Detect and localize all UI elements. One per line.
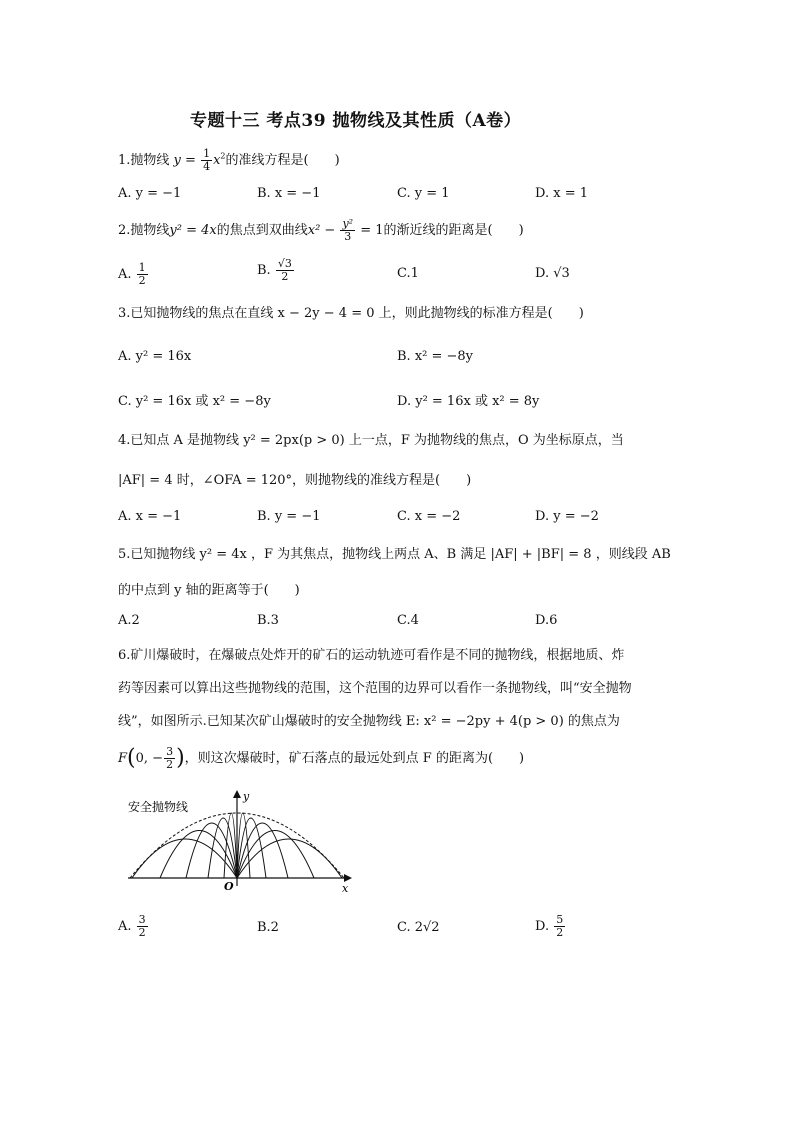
q1-option-a: A. y = −1	[118, 186, 182, 201]
q2-eq1: y² = 4x	[169, 223, 217, 238]
q1-suffix: 的准线方程是( )	[225, 153, 340, 168]
q6-opt-d-den: 2	[556, 926, 564, 939]
q2-option-a	[118, 262, 149, 287]
question-5-line-1: 5.已知抛物线 y² = 4x ，F 为其焦点，抛物线上两点 A、B 满足 |AF| + |BF| = 8 ，则线段 AB	[118, 547, 671, 562]
q6-opt-a-num: 3	[138, 913, 146, 926]
question-5-line-2: 的中点到 y 轴的距离等于( )	[118, 583, 300, 598]
q6-opt-d-frac	[554, 914, 565, 939]
axis-y-label: y	[243, 790, 250, 803]
q6-opt-d-label: D.	[535, 919, 550, 934]
q2-opt-a-num: 1	[138, 261, 146, 274]
q1-option-c: C. y = 1	[397, 186, 450, 201]
q3-option-b: B. x² = −8y	[397, 349, 474, 364]
q6-opt-d-num: 5	[556, 913, 564, 926]
q6-coord: 0, −	[135, 751, 164, 766]
q3-option-d: D. y² = 16x 或 x² = 8y	[397, 394, 540, 409]
q2-prefix: 2.抛物线	[118, 223, 170, 238]
q1-option-b: B. x = −1	[257, 186, 321, 201]
q4-option-a: A. x = −1	[118, 509, 182, 524]
axis-x-label: x	[342, 882, 349, 895]
q4-option-b: B. y = −1	[257, 509, 321, 524]
x-axis-arrow	[344, 874, 352, 882]
q4-option-c: C. x = −2	[397, 509, 461, 524]
q2-opt-b-den: 2	[281, 270, 289, 283]
q2-opt-a-den: 2	[138, 274, 146, 287]
question-6-line-4: F(0, − $\frac{3}{2}$ )，则这次爆破时，矿石落点的最远处到点 F 的距离为( )	[118, 745, 525, 771]
q2-opt-a-label: A.	[118, 267, 132, 282]
q5-option-c: C.4	[397, 613, 419, 628]
q1-equation-lhs: y =	[173, 153, 196, 168]
q6-point-f: F	[118, 751, 128, 766]
q5-option-b: B.3	[257, 613, 279, 628]
safety-parabola-label: 安全抛物线	[128, 800, 189, 814]
q1-option-d: D. x = 1	[535, 186, 588, 201]
q2-frac-num: y²	[342, 217, 354, 230]
q6-opt-a-den: 2	[138, 926, 146, 939]
question-6-line-2: 药等因素可以算出这些抛物线的范围，这个范围的边界可以看作一条抛物线，叫“安全抛物	[118, 681, 632, 696]
question-6-line-3: 线”，如图所示.已知某次矿山爆破时的安全抛物线 E: x² = −2py + 4(p > 0) 的焦点为	[118, 714, 620, 729]
q2-suffix: 的渐近线的距离是( )	[383, 223, 524, 238]
origin-label: O	[224, 880, 234, 893]
q2-option-b	[257, 258, 295, 283]
question-2	[118, 218, 524, 243]
q5-option-d: D.6	[535, 613, 558, 628]
trajectory	[237, 839, 342, 878]
q1-frac-den: 4	[203, 160, 211, 173]
q1-equation-tail: x	[213, 153, 221, 168]
q2-eq2a: x² −	[307, 223, 336, 238]
q6-option-a	[118, 914, 149, 939]
q2-option-d: D. √3	[535, 266, 570, 281]
q2-eq2b: = 1	[360, 223, 384, 238]
q2-frac-den: 3	[344, 230, 352, 243]
q5-option-a: A.2	[118, 613, 140, 628]
q6-option-d	[535, 914, 566, 939]
q1-prefix: 1.抛物线	[118, 153, 170, 168]
q3-option-a: A. y² = 16x	[118, 349, 192, 364]
q6-option-b: B.2	[257, 920, 279, 935]
q6-coord-frac	[164, 746, 175, 771]
q3-option-c: C. y² = 16x 或 x² = −8y	[118, 394, 271, 409]
q1-sup: 2	[220, 151, 226, 161]
q6-coord-num: 3	[166, 745, 174, 758]
question-6-line-1: 6.矿川爆破时，在爆破点处炸开的矿石的运动轨迹可看作是不同的抛物线，根据地质、炸	[118, 648, 625, 663]
question-1	[118, 148, 340, 173]
y-axis-arrow	[233, 790, 241, 798]
q1-fraction	[201, 148, 212, 173]
question-4-line-1: 4.已知点 A 是抛物线 y² = 2px(p > 0) 上一点，F 为抛物线的焦点，O 为坐标原点，当	[118, 433, 624, 448]
q6-parabola-figure	[120, 788, 360, 898]
q2-fraction	[340, 218, 355, 243]
q6-opt-a-label: A.	[118, 919, 132, 934]
question-4-line-2: |AF| = 4 时，∠OFA = 120°，则抛物线的准线方程是( )	[118, 473, 472, 488]
q6-opt-a-frac	[137, 914, 148, 939]
trajectory	[132, 839, 237, 878]
q6-line4-suffix: ，则这次爆破时，矿石落点的最远处到点 F 的距离为( )	[184, 751, 525, 766]
q2-opt-b-frac	[276, 258, 294, 283]
page-title: 专题十三 考点39 抛物线及其性质（A卷）	[190, 111, 522, 131]
q2-option-c: C.1	[397, 266, 419, 281]
question-3: 3.已知抛物线的焦点在直线 x − 2y − 4 = 0 上，则此抛物线的标准方程是( )	[118, 306, 584, 321]
q6-coord-den: 2	[166, 758, 174, 771]
q2-opt-b-label: B.	[257, 263, 271, 278]
q2-mid: 的焦点到双曲线	[216, 223, 308, 238]
q4-option-d: D. y = −2	[535, 509, 599, 524]
q1-frac-num: 1	[203, 147, 211, 160]
q2-opt-a-frac	[137, 262, 148, 287]
q2-opt-b-num: √3	[277, 257, 292, 270]
q6-option-c: C. 2√2	[397, 920, 440, 935]
